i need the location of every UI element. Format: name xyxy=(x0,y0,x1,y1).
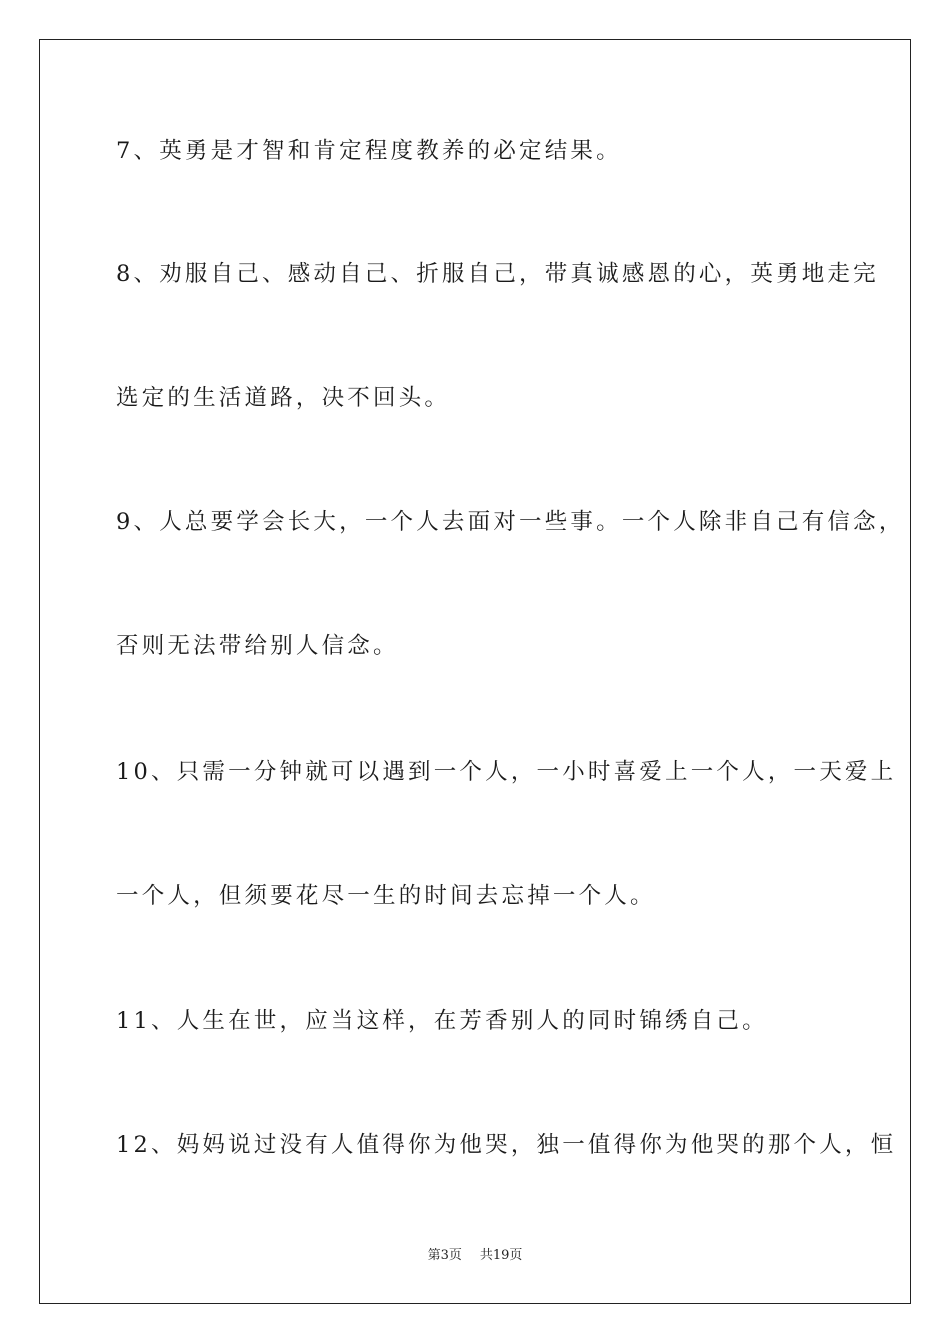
text-line-item-12: 12、妈妈说过没有人值得你为他哭，独一值得你为他哭的那个人，恒 xyxy=(116,1132,897,1158)
text-line-item-9-part2: 否则无法带给别人信念。 xyxy=(116,633,399,659)
text-line-item-9-part1: 9、人总要学会长大，一个人去面对一些事。一个人除非自己有信念， xyxy=(116,509,905,535)
text-line-item-11: 11、人生在世，应当这样，在芳香别人的同时锦绣自己。 xyxy=(116,1008,768,1034)
text-line-item-7: 7、英勇是才智和肯定程度教养的必定结果。 xyxy=(116,138,622,164)
text-line-item-8-part1: 8、劝服自己、感动自己、折服自己，带真诚感恩的心，英勇地走完 xyxy=(116,261,879,287)
page-number: 第3页 xyxy=(427,1248,462,1263)
page-footer xyxy=(0,1244,950,1263)
text-line-item-8-part2: 选定的生活道路，决不回头。 xyxy=(116,385,451,411)
total-pages: 共19页 xyxy=(479,1248,523,1263)
text-line-item-10-part1: 10、只需一分钟就可以遇到一个人，一小时喜爱上一个人，一天爱上 xyxy=(116,759,897,785)
page-border xyxy=(39,39,911,1304)
text-line-item-10-part2: 一个人，但须要花尽一生的时间去忘掉一个人。 xyxy=(116,883,656,909)
